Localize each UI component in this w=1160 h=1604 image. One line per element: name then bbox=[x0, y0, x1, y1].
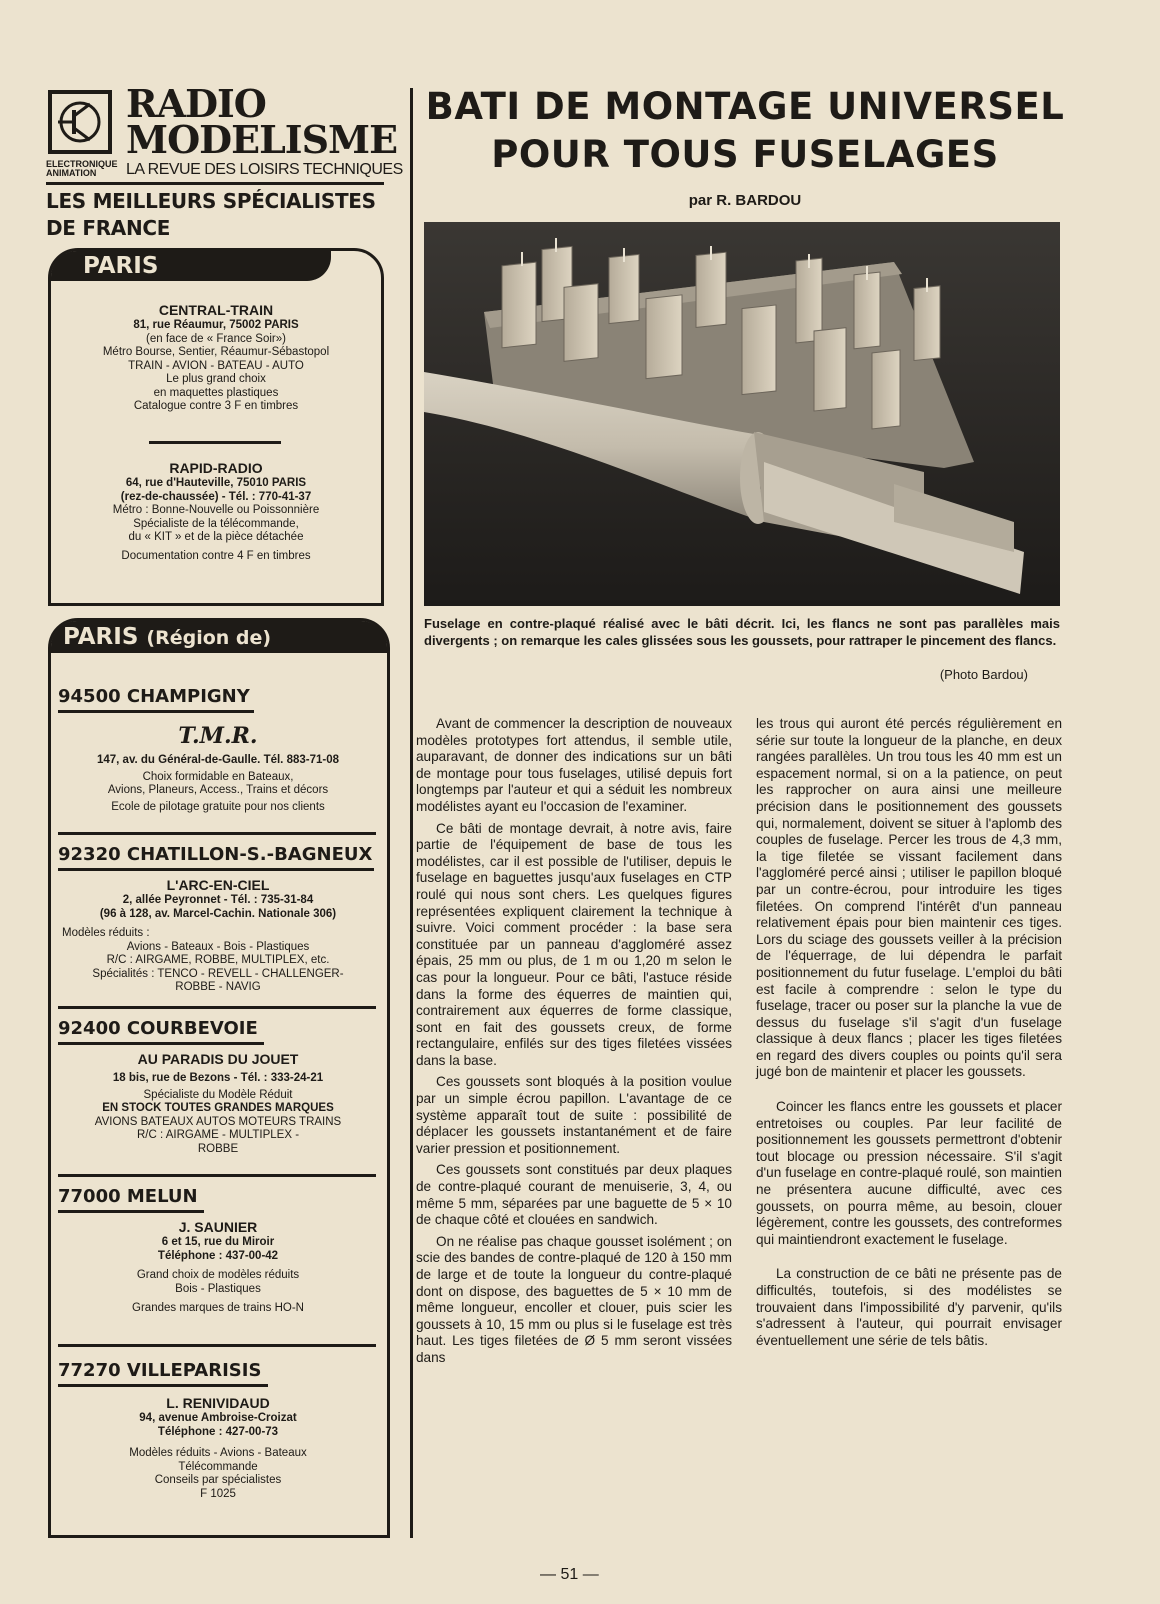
city-underline bbox=[58, 1210, 204, 1213]
brand-radio: RADIO bbox=[126, 81, 266, 126]
shop-central-train bbox=[71, 301, 361, 414]
city-courbevoie: 92400 COURBEVOIE bbox=[58, 1018, 258, 1039]
shop-line: en maquettes plastiques bbox=[153, 386, 279, 399]
shop-line: Téléphone : 437-00-42 bbox=[157, 1249, 279, 1262]
shop-line: Télécommande bbox=[178, 1460, 258, 1473]
shop-line: AVIONS BATEAUX AUTOS MOTEURS TRAINS bbox=[94, 1115, 342, 1128]
article-column-2 bbox=[756, 716, 1062, 1354]
shop-line: Métro Bourse, Sentier, Réaumur-Sébastopol bbox=[102, 346, 330, 358]
shop-saunier bbox=[56, 1218, 380, 1316]
paragraph: La construction de ce bâti ne présente pas de difficultés, toutefois, si des modélistes se trouvaient dans l'impossibilité d'y parvenir, qu'ils s'adressent à l'auteur, qui pourrait envisager éventuellement une série de tels bâtis. bbox=[756, 1266, 1062, 1348]
shop-separator bbox=[149, 441, 281, 444]
region-label-main: PARIS bbox=[63, 624, 139, 650]
paragraph: Avant de commencer la description de nouveaux modèles prototypes fort attendus, il semble utile, auparavant, de donner des indications sur un bâti de montage pour tous fuselages, utilisé depuis fort longtemps par l'auteur et qui a séduit les nombreux modélistes ayant eu l'occasion de l'examiner. bbox=[416, 716, 732, 814]
entry-separator bbox=[58, 1174, 376, 1177]
brand-tagline: LA REVUE DES LOISIRS TECHNIQUES bbox=[126, 161, 403, 178]
eyebrow-line-1: ELECTRONIQUE bbox=[46, 159, 118, 169]
shop-line: EN STOCK TOUTES GRANDES MARQUES bbox=[102, 1102, 334, 1114]
shop-line: 2, allée Peyronnet - Tél. : 735-31-84 bbox=[122, 894, 314, 906]
shop-line: Le plus grand choix bbox=[166, 373, 266, 385]
paris-label: PARIS bbox=[51, 251, 331, 281]
shop-line: Ecole de pilotage gratuite pour nos clients bbox=[111, 800, 325, 813]
column-divider bbox=[410, 88, 413, 1538]
entry-separator bbox=[58, 1344, 376, 1347]
shop-rapid-radio bbox=[65, 459, 367, 563]
shop-name: L. RENIVIDAUD bbox=[166, 1395, 270, 1411]
shop-line: Spécialités : TENCO - REVELL - CHALLENGER- bbox=[92, 967, 344, 980]
shop-line: 147, av. du Général-de-Gaulle. Tél. 883-71-08 bbox=[96, 754, 340, 766]
shop-paradis-du-jouet bbox=[56, 1050, 380, 1156]
eyebrow-line-2: ANIMATION bbox=[46, 168, 97, 178]
article-title-line-2: POUR TOUS FUSELAGES bbox=[491, 133, 999, 176]
brand-eyebrow bbox=[46, 160, 120, 178]
shop-arc-en-ciel bbox=[56, 876, 380, 995]
shop-line: Avions - Bateaux - Bois - Plastiques bbox=[126, 940, 310, 953]
shop-line: 94, avenue Ambroise-Croizat bbox=[139, 1412, 297, 1424]
shop-name: T.M.R. bbox=[178, 723, 258, 749]
city-underline bbox=[58, 1384, 268, 1387]
shop-line: Grand choix de modèles réduits bbox=[136, 1269, 300, 1281]
shop-line: Documentation contre 4 F en timbres bbox=[121, 549, 311, 562]
transistor-logo-icon bbox=[52, 94, 108, 150]
region-label bbox=[51, 621, 387, 653]
city-champigny: 94500 CHAMPIGNY bbox=[58, 686, 250, 707]
shop-line: Spécialiste de la télécommande, bbox=[133, 517, 299, 530]
shop-line: (rez-de-chaussée) - Tél. : 770-41-37 bbox=[120, 490, 312, 503]
photo-credit: (Photo Bardou) bbox=[939, 667, 1028, 682]
region-label-sub: (Région de) bbox=[146, 627, 272, 649]
shop-line: R/C : AIRGAME, ROBBE, MULTIPLEX, etc. bbox=[106, 954, 330, 966]
city-underline bbox=[58, 868, 374, 871]
shop-line: (en face de « France Soir») bbox=[146, 332, 286, 345]
masthead-rule bbox=[46, 182, 384, 185]
shop-name: J. SAUNIER bbox=[178, 1219, 258, 1235]
paragraph: Ces goussets sont constitués par deux plaques de contre-plaqué courant de menuiserie, 3, 4, ou même 5 mm, séparées par une baguette de 5 × 10 de chaque côté et clouées en sandwich. bbox=[416, 1162, 732, 1228]
entry-separator bbox=[58, 832, 376, 835]
fuselage-jig-photo bbox=[424, 222, 1060, 606]
specialists-headline: LES MEILLEURS SPÉCIALISTES DE FRANCE bbox=[46, 189, 376, 240]
article-title-line-1: BATI DE MONTAGE UNIVERSEL bbox=[425, 85, 1065, 128]
magazine-logo bbox=[48, 90, 112, 154]
shop-line: Modèles réduits : bbox=[62, 927, 150, 939]
shop-line: ROBBE - NAVIG bbox=[175, 981, 261, 993]
article-column-1 bbox=[416, 716, 732, 1372]
shop-name: L'ARC-EN-CIEL bbox=[166, 877, 270, 893]
paragraph: On ne réalise pas chaque gousset isolément ; on scie des bandes de contre-plaqué de 120 à 150 mm de large et de toute la longueur du contre-plaqué dont on dispose, des baguettes de 5 × 10 mm de même longueur, encoller et clouer, puis scier les goussets à 10, 15 mm ou plus si le fuselage est très haut. Les tiges filetées de Ø 5 mm seront vissées dans bbox=[416, 1233, 732, 1365]
shop-line: Métro : Bonne-Nouvelle ou Poissonnière bbox=[112, 504, 320, 516]
shop-line: 18 bis, rue de Bezons - Tél. : 333-24-21 bbox=[112, 1072, 324, 1084]
brand-modelisme: MODELISME bbox=[126, 117, 398, 162]
shop-line: Bois - Plastiques bbox=[175, 1282, 261, 1295]
shop-line: F 1025 bbox=[200, 1487, 236, 1500]
shop-line: Téléphone : 427-00-73 bbox=[157, 1425, 279, 1438]
shop-line: 64, rue d'Hauteville, 75010 PARIS bbox=[125, 477, 307, 489]
shop-renividaud bbox=[56, 1394, 380, 1501]
city-chatillon: 92320 CHATILLON-S.-BAGNEUX bbox=[58, 844, 373, 865]
shop-line: Avions, Planeurs, Access., Trains et décors bbox=[107, 784, 329, 796]
shop-line: TRAIN - AVION - BATEAU - AUTO bbox=[128, 359, 304, 372]
shop-line: ROBBE bbox=[197, 1142, 239, 1155]
paris-panel bbox=[48, 248, 384, 606]
city-melun: 77000 MELUN bbox=[58, 1186, 198, 1207]
entry-separator bbox=[58, 1006, 376, 1009]
shop-line: Modèles réduits - Avions - Bateaux bbox=[129, 1447, 307, 1459]
shop-line: Conseils par spécialistes bbox=[154, 1474, 282, 1486]
shop-line: R/C : AIRGAME - MULTIPLEX - bbox=[136, 1129, 300, 1141]
shop-name: CENTRAL-TRAIN bbox=[158, 302, 274, 318]
shop-line: du « KIT » et de la pièce détachée bbox=[128, 531, 304, 543]
paragraph: Ces goussets sont bloqués à la position voulue par un simple écrou papillon. L'avantage de ce système apparaît tout de suite : possibilité de déplacer les goussets instantanément et de faire varier pression et positionnement. bbox=[416, 1074, 732, 1156]
shop-line: Spécialiste du Modèle Réduit bbox=[143, 1088, 293, 1101]
article-byline: par R. BARDOU bbox=[688, 192, 802, 209]
shop-name: AU PARADIS DU JOUET bbox=[137, 1051, 299, 1067]
photo-caption: Fuselage en contre-plaqué réalisé avec le bâti décrit. Ici, les flancs ne sont pas parallèles mais divergents ; on remarque les cales glissées sous les goussets, pour rattraper le pincement des flancs. bbox=[424, 616, 1060, 648]
shop-tmr bbox=[56, 722, 380, 814]
page-number: — 51 — bbox=[540, 1566, 599, 1583]
paragraph: les trous qui auront été percés régulièrement en série sur toute la longueur de la planche, en deux rangées parallèles. Un trou tous les 40 mm est un espacement normal, si on a la patience, on peut les rapprocher on aura ainsi une meilleure précision dans le positionnement des goussets qui, normalement, doivent se situer à l'aplomb des couples de fuselage. Percer les trous de 4,3 mm, la tige filetée se vissant facilement dans l'aggloméré percé ainsi ; utiliser le papillon bloqué par un contre-écrou, pour introduire les tiges filetées. On comprend l'intérêt d'un panneau relativement épais pour bien maintenir ces tiges. Lors du sciage des goussets veiller à la précision de l'équerrage, de lui dépendra le parfait positionnement du futur fuselage. L'emploi du bâti est facile à comprendre : selon le type du fuselage, tracer ou poser sur la planche la vue de dessus du fuselage s'il s'agit d'un fuselage classique à deux flancs ; placer les tiges filetées en regard des divers couples ou points qu'il sera jugé bon de maintenir et placer les goussets. bbox=[756, 716, 1062, 1080]
shop-line: 81, rue Réaumur, 75002 PARIS bbox=[133, 319, 299, 331]
shop-name: RAPID-RADIO bbox=[169, 460, 263, 476]
fuselage-jig-illustration bbox=[424, 222, 1060, 606]
city-underline bbox=[58, 710, 254, 713]
shop-line: (96 à 128, av. Marcel-Cachin. Nationale 306) bbox=[99, 907, 337, 920]
shop-line: Choix formidable en Bateaux, bbox=[142, 770, 294, 783]
shop-line: 6 et 15, rue du Miroir bbox=[161, 1236, 275, 1248]
paragraph: Coincer les flancs entre les goussets et placer entretoises ou couples. Par leur facilité de positionnement les goussets permettront d'obtenir tout blocage ou pression nécessaire. S'il s'agit d'un fuselage en contre-plaqué roulé, son maintien ne présentera aucune difficulté, avec ces goussets, on pourra même, au besoin, clouer légèrement, contre les goussets, des contreformes qui maintiendront exactement le fuselage. bbox=[756, 1099, 1062, 1247]
city-underline bbox=[58, 1042, 264, 1045]
paragraph: Ce bâti de montage devrait, à notre avis, faire partie de l'équipement de base de tous les modélistes, car il est possible de l'utiliser, depuis le fuselage en baguettes jusqu'aux fuselages en CTP roulé qui nous sont chers. Les quelques figures représentées expliquent clairement la technique à suivre. Voici comment procéder : la base sera constituée par un panneau d'aggloméré assez épais, 25 mm ou plus, de 1 m ou 1,20 m selon le cas pour la longueur. Pour ce bâti, l'astuce réside dans la forme des équerres de maintien qui, contrairement aux équerres de forme classique, sont en fait des goussets creux, de forme rectangulaire, enfilés sur des tiges filetées vissées dans la base. bbox=[416, 820, 732, 1068]
shop-line: Grandes marques de trains HO-N bbox=[132, 1302, 304, 1314]
shop-line: Catalogue contre 3 F en timbres bbox=[133, 400, 299, 412]
city-villeparisis: 77270 VILLEPARISIS bbox=[58, 1360, 262, 1381]
